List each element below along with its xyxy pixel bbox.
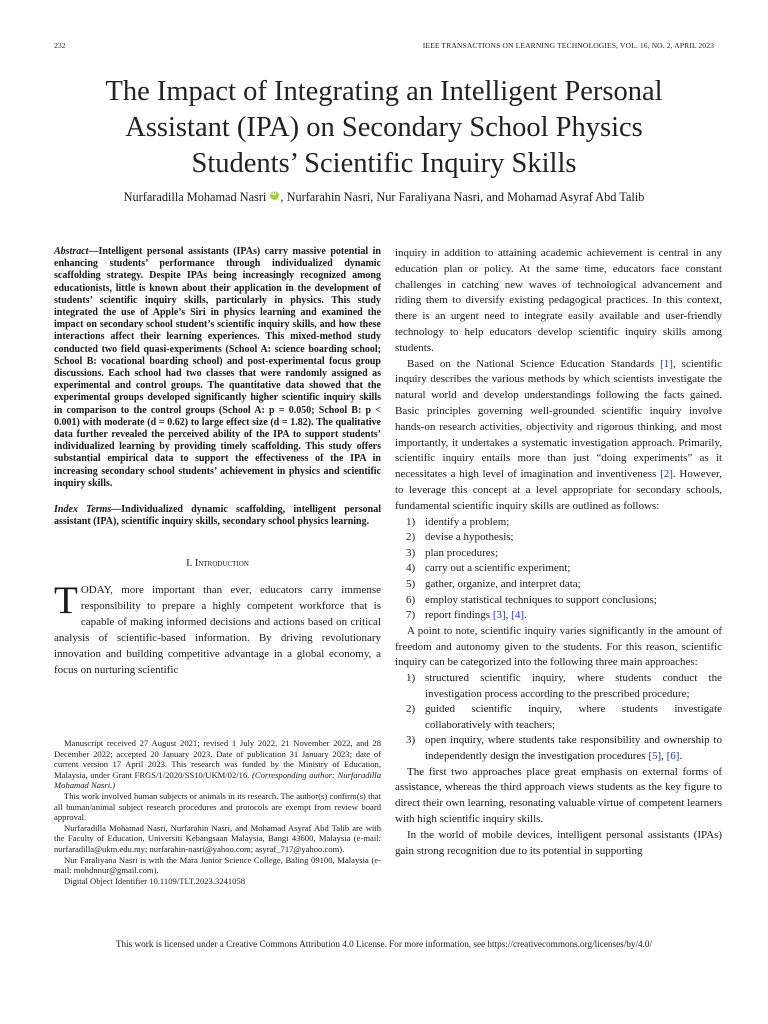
abstract-text: —Intelligent personal assistants (IPAs) carry massive potential in enhancing students’ performance through individualized dynamic scaffolding strategy. Despite IPAs being increasingly recognized among educationists, little is known about their application in the development of students’ scientific inquiry skills, particularly in physics. This study integrated the use of Apple’s Siri in physics learning and examined the impact on secondary school student’s scientific inquiry skills, and how these interactions affect their learning experiences. This mixed-method study conducted two field quasi-experiments (School A: science boarding school; School B: vocational boarding school) and post-experimental focus group discussions. Each school had two classes that were randomly assigned as experimental and control groups. The quantitative data showed that the experimental groups developed significantly higher scientific inquiry skills in comparison to the control groups (School A: p = 0.050; School B: p < 0.001) with moderate (d = 0.62) to large effect size (d = 1.82). The qualitative data further revealed the perceived ability of the IPA to support students’ individualized learning by providing timely scaffolding. This study offers substantial empirical data to support the effectiveness of the IPA in increasing secondary school students’ achievement in physics and scientific inquiry skills. <box>54 246 381 489</box>
list-item: 4) carry out a scientific experiment; <box>406 562 571 575</box>
title-line: Assistant (IPA) on Secondary School Physics <box>125 112 643 143</box>
intro-text: ODAY, more important than ever, educators carry immense responsibility to prepare a highly competent workforce that is capable of making informed decisions and actions based on critical analysis of scientific-based information. By driving revolutionary innovation and building competitive advantage in a global economy, a focus on nurturing scientific <box>54 583 381 676</box>
author-list <box>40 190 728 205</box>
abstract-label: Abstract <box>54 246 89 257</box>
page-number: 232 <box>54 41 66 50</box>
list-item: 1) structured scientific inquiry, where students conduct the investigation process according to the prescribed procedure; <box>406 672 722 700</box>
index-terms-label: Index Terms <box>54 504 112 516</box>
body-paragraph: A point to note, scientific inquiry varies significantly in the amount of freedom and autonomy given to the students. For this reason, scientific inquiry can be categorized into the following three main approaches: <box>395 624 722 669</box>
journal-name: IEEE TRANSACTIONS ON LEARNING TECHNOLOGIES, VOL. 16, NO. 2, APRIL 2023 <box>422 41 714 50</box>
license-footer: This work is licensed under a Creative Commons Attribution 4.0 License. For more information, see https://creativecommons.org/licenses/by/4.0/ <box>115 939 653 949</box>
list-item: 5) gather, organize, and interpret data; <box>406 577 581 590</box>
title-line: Students’ Scientific Inquiry Skills <box>191 148 577 179</box>
abstract <box>54 246 381 490</box>
body-paragraph: Based on the National Science Education Standards [1], scientific inquiry describes the various methods by which scientists investigate the natural world and develop understandings following the facts gained. Basic principles governing well-grounded scientific inquiry involve hands-on research activities, objectivity and rigorous thinking, and most importantly, it undertakes a systematic investigation approach. Primarily, scientific inquiry entails more than just “doing experiments” as it necessitates a high level of imagination and inventiveness [2]. However, to leverage this concept at a level appropriate for secondary schools, fundamental scientific inquiry skills are outlined as follows: <box>395 357 722 512</box>
footnote-ethics: This work involved human subjects or animals in its research. The author(s) confirm(s) that all human/animal subject research procedures and protocols are exempt from review board approval. <box>54 790 381 823</box>
citation-link[interactable]: [3] <box>492 609 506 622</box>
section-title: Introduction <box>194 558 249 570</box>
section-heading <box>54 556 381 572</box>
citation-link[interactable]: [5] <box>648 750 662 763</box>
index-terms <box>54 504 381 528</box>
skills-list <box>395 515 722 624</box>
citation-link[interactable]: [2] <box>660 468 673 481</box>
index-terms-text: —Individualized dynamic scaffolding, intelligent personal assistant (IPA), scientific inquiry skills, secondary school physics learning. <box>54 504 381 528</box>
body-paragraph: inquiry in addition to attaining academic achievement is central in any education plan or policy. At the same time, educators face constant challenges in catching new waves of technological advancement and riding them to diversify existing pedagogical practices. In this context, there is an urgent need to integrate easily available and user-friendly technology to help educators develop scientific inquiry skills among students. <box>395 247 722 354</box>
citation-link[interactable]: [6] <box>666 750 680 763</box>
list-item: 6) employ statistical techniques to support conclusions; <box>406 593 657 606</box>
body-paragraph: In the world of mobile devices, intelligent personal assistants (IPAs) gain strong recognition due to its potential in supporting <box>395 828 722 857</box>
list-item: 7) report findings [3], [4]. <box>406 609 527 622</box>
footnote-affiliation: Nurfaradilla Mohamad Nasri, Nurfarahin Nasri, and Mohamad Asyraf Abd Talib are with the Faculty of Education, Universiti Kebangsaan Malaysia, Bangi 43600, Malaysia (e-mail: nurfaradilla@ukm.edu.my; nurfarahin-nasri@yahoo.com; asyraf_717@yahoo.com). <box>54 822 381 854</box>
left-column <box>54 246 381 678</box>
list-item: 2) devise a hypothesis; <box>406 531 514 544</box>
title-line: The Impact of Integrating an Intelligent Personal <box>105 76 663 107</box>
list-item: 1) identify a problem; <box>406 515 510 528</box>
footnotes <box>54 738 381 886</box>
footnote-affiliation-2: Nur Faraliyana Nasri is with the Mara Junior Science College, Baling 09100, Malaysia (e-mail: mohdnnur@gmail.com). <box>54 854 381 876</box>
footnote-manuscript: Manuscript received 27 August 2021; revised 1 July 2022, 21 November 2022, and 28 December 2022; accepted 20 January 2023. Date of publication 31 January 2023; date of current version 17 April 2023. This research was funded by the Ministry of Education, Malaysia, under Grant FRGS/1/2020/SS10/UKM/02/16. (Corresponding author: Nurfaradilla Mohamad Nasri.) <box>54 738 381 791</box>
first-author: Nurfaradilla Mohamad Nasri <box>123 190 267 204</box>
list-item: 3) open inquiry, where students take responsibility and ownership to independently design the investigation procedures [5], [6]. <box>406 734 722 763</box>
other-authors: , Nurfarahin Nasri, Nur Faraliyana Nasri, and Mohamad Asyraf Abd Talib <box>280 190 645 204</box>
citation-link[interactable]: [1] <box>660 357 673 370</box>
citation-link[interactable]: [4] <box>511 609 524 622</box>
list-item: 2) guided scientific inquiry, where students investigate collaboratively with teachers; <box>406 703 722 731</box>
drop-cap: T <box>54 578 78 622</box>
orcid-icon[interactable] <box>270 191 279 200</box>
body-paragraph: The first two approaches place great emphasis on external forms of assistance, whereas the third approach views students as the key figure to direct their own learning, resonating valuable virtue of competent learners with high scientific inquiry skills. <box>395 765 722 826</box>
intro-paragraph <box>54 578 381 678</box>
paper-title <box>40 74 728 182</box>
list-item: 3) plan procedures; <box>406 546 498 559</box>
footnote-doi: Digital Object Identifier 10.1109/TLT.2023.3241058 <box>64 875 246 886</box>
section-numeral: I. <box>186 558 195 570</box>
right-column <box>395 246 722 859</box>
approaches-list <box>395 671 722 765</box>
